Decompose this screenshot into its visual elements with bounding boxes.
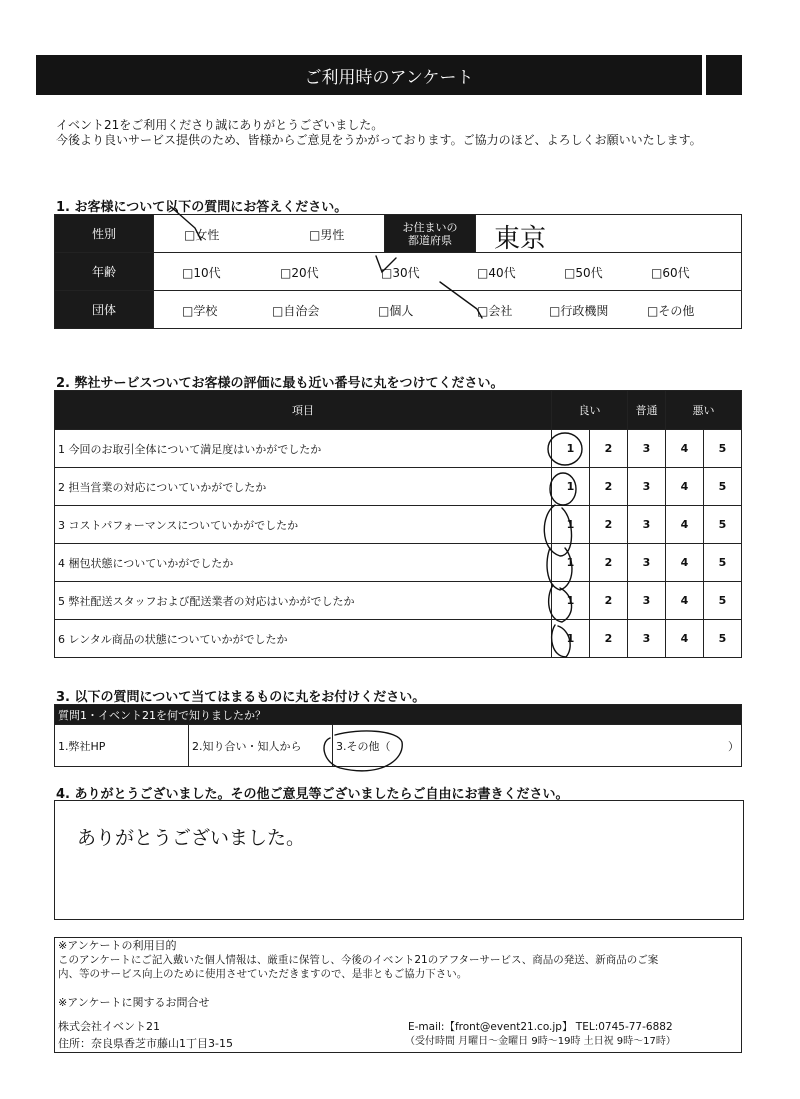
q6-rating-1[interactable]: 1 bbox=[552, 620, 590, 658]
q1-rating-3[interactable]: 3 bbox=[628, 430, 666, 468]
source-option-other[interactable] bbox=[333, 725, 742, 767]
col-normal-label: 普通 bbox=[635, 404, 658, 417]
q6-rating-3[interactable]: 3 bbox=[628, 620, 666, 658]
gender-options bbox=[154, 215, 385, 253]
col-normal-header bbox=[628, 391, 666, 430]
q2-rating-2[interactable]: 2 bbox=[590, 468, 628, 506]
group-label: 団体 bbox=[55, 291, 154, 329]
q3-rating-3[interactable]: 3 bbox=[628, 506, 666, 544]
page-title-bar bbox=[36, 55, 742, 95]
q5-rating-1[interactable]: 1 bbox=[552, 582, 590, 620]
contact-hours: （受付時間 月曜日～金曜日 9時～19時 土日祝 9時～17時） bbox=[405, 1036, 676, 1047]
q4-rating-3[interactable]: 3 bbox=[628, 544, 666, 582]
age-options bbox=[154, 253, 742, 291]
contact-title: ※アンケートに関するお問合せ bbox=[58, 996, 210, 1009]
q6-rating-5[interactable]: 5 bbox=[704, 620, 742, 658]
age-option-10s[interactable]: □10代 bbox=[182, 266, 221, 280]
q3-rating-4[interactable]: 4 bbox=[666, 506, 704, 544]
q5-rating-4[interactable]: 4 bbox=[666, 582, 704, 620]
age-option-60s[interactable]: □60代 bbox=[651, 266, 690, 280]
question-4: 4 梱包状態についていかがでしたか bbox=[55, 544, 552, 582]
rating-table bbox=[54, 390, 742, 658]
col-bad-header bbox=[666, 391, 742, 430]
question-5: 5 弊社配送スタッフおよび配送業者の対応はいかがでしたか bbox=[55, 582, 552, 620]
footer-box bbox=[54, 937, 742, 1053]
purpose-line-1: このアンケートにご記入戴いた個人情報は、厳重に保管し、今後のイベント21のアフターサービス、商品の発送、新商品のご案 bbox=[58, 954, 659, 966]
col-bad-label: 悪い bbox=[692, 404, 715, 417]
q5-rating-3[interactable]: 3 bbox=[628, 582, 666, 620]
col-good-label: 良い bbox=[578, 404, 601, 417]
free-comment-box[interactable] bbox=[54, 800, 744, 920]
q5-rating-5[interactable]: 5 bbox=[704, 582, 742, 620]
q2-rating-1[interactable]: 1 bbox=[552, 468, 590, 506]
group-option-neighborhood[interactable]: □自治会 bbox=[272, 304, 320, 318]
section1-heading: 1. お客様について以下の質問にお答えください。 bbox=[56, 200, 348, 215]
prefecture-label bbox=[385, 215, 476, 253]
prefecture-answer: 東京 bbox=[494, 224, 547, 254]
section4-heading: 4. ありがとうございました。その他ご意見等ございましたらご自由にお書きください。 bbox=[56, 787, 569, 802]
q3-rating-5[interactable]: 5 bbox=[704, 506, 742, 544]
page-title: ご利用時のアンケート bbox=[304, 67, 474, 88]
section2-heading: 2. 弊社サービスついてお客様の評価に最も近い番号に丸をつけてください。 bbox=[56, 376, 504, 391]
gender-option-female[interactable]: □女性 bbox=[184, 228, 220, 242]
q2-rating-5[interactable]: 5 bbox=[704, 468, 742, 506]
prefecture-answer-cell[interactable] bbox=[476, 215, 742, 253]
group-options bbox=[154, 291, 742, 329]
age-label: 年齢 bbox=[55, 253, 154, 291]
source-question-table bbox=[54, 704, 742, 767]
q6-rating-2[interactable]: 2 bbox=[590, 620, 628, 658]
group-option-government[interactable]: □行政機関 bbox=[549, 304, 609, 318]
intro-text bbox=[56, 118, 756, 148]
intro-line-1: イベント21をご利用くださり誠にありがとうございました。 bbox=[56, 118, 384, 132]
q3-rating-2[interactable]: 2 bbox=[590, 506, 628, 544]
source-option-close-paren: ） bbox=[728, 740, 739, 753]
customer-info-table bbox=[54, 214, 742, 329]
section3-heading: 3. 以下の質問について当てはまるものに丸をお付けください。 bbox=[56, 690, 426, 705]
q4-rating-5[interactable]: 5 bbox=[704, 544, 742, 582]
free-comment-handwritten: ありがとうございました。 bbox=[77, 827, 306, 849]
group-option-company[interactable]: □会社 bbox=[477, 304, 513, 318]
source-option-other-label: 3.その他（ bbox=[336, 739, 391, 753]
q6-rating-4[interactable]: 4 bbox=[666, 620, 704, 658]
q4-rating-4[interactable]: 4 bbox=[666, 544, 704, 582]
purpose-line-2: 内、等のサービス向上のために使用させていただきますので、是非ともご協力下さい。 bbox=[58, 968, 468, 980]
q1-rating-1[interactable]: 1 bbox=[552, 430, 590, 468]
question-3: 3 コストパフォーマンスについていかがでしたか bbox=[55, 506, 552, 544]
age-option-30s[interactable]: □30代 bbox=[381, 266, 420, 280]
purpose-title: ※アンケートの利用目的 bbox=[58, 939, 177, 952]
age-option-40s[interactable]: □40代 bbox=[477, 266, 516, 280]
question-6: 6 レンタル商品の状態についていかがでしたか bbox=[55, 620, 552, 658]
q4-rating-2[interactable]: 2 bbox=[590, 544, 628, 582]
q3-rating-1[interactable]: 1 bbox=[552, 506, 590, 544]
q1-rating-5[interactable]: 5 bbox=[704, 430, 742, 468]
q2-rating-4[interactable]: 4 bbox=[666, 468, 704, 506]
prefecture-label-line-2: 都道府県 bbox=[408, 233, 452, 247]
q5-rating-2[interactable]: 2 bbox=[590, 582, 628, 620]
source-option-acquaintance[interactable]: 2.知り合い・知人から bbox=[189, 725, 333, 767]
q1-rating-2[interactable]: 2 bbox=[590, 430, 628, 468]
group-option-other[interactable]: □その他 bbox=[647, 304, 695, 318]
col-item-header: 項目 bbox=[55, 391, 552, 430]
age-option-50s[interactable]: □50代 bbox=[564, 266, 603, 280]
group-option-individual[interactable]: □個人 bbox=[378, 304, 414, 318]
group-option-school[interactable]: □学校 bbox=[182, 304, 218, 318]
col-good-header bbox=[552, 391, 628, 430]
prefecture-label-line-1: お住まいの bbox=[402, 220, 458, 234]
question-1: 1 今回のお取引全体について満足度はいかがでしたか bbox=[55, 430, 552, 468]
q4-rating-1[interactable]: 1 bbox=[552, 544, 590, 582]
gender-label: 性別 bbox=[55, 215, 154, 253]
company-address: 住所：奈良県香芝市藤山1丁目3-15 bbox=[58, 1037, 233, 1050]
age-option-20s[interactable]: □20代 bbox=[280, 266, 319, 280]
source-option-hp[interactable]: 1.弊社HP bbox=[55, 725, 189, 767]
source-question-text: 質問1・イベント21を何で知りましたか？ bbox=[55, 705, 742, 725]
q2-rating-3[interactable]: 3 bbox=[628, 468, 666, 506]
title-bar-divider bbox=[702, 55, 706, 95]
intro-line-2: 今後より良いサービス提供のため、皆様からご意見をうかがっております。ご協力のほど、よろしくお願いいたします。 bbox=[56, 133, 702, 147]
q1-rating-4[interactable]: 4 bbox=[666, 430, 704, 468]
contact-email-tel: E-mail:【front@event21.co.jp】 TEL:0745-77-6882 bbox=[408, 1021, 673, 1033]
gender-option-male[interactable]: □男性 bbox=[309, 228, 345, 242]
question-2: 2 担当営業の対応についていかがでしたか bbox=[55, 468, 552, 506]
company-name: 株式会社イベント21 bbox=[58, 1020, 160, 1033]
